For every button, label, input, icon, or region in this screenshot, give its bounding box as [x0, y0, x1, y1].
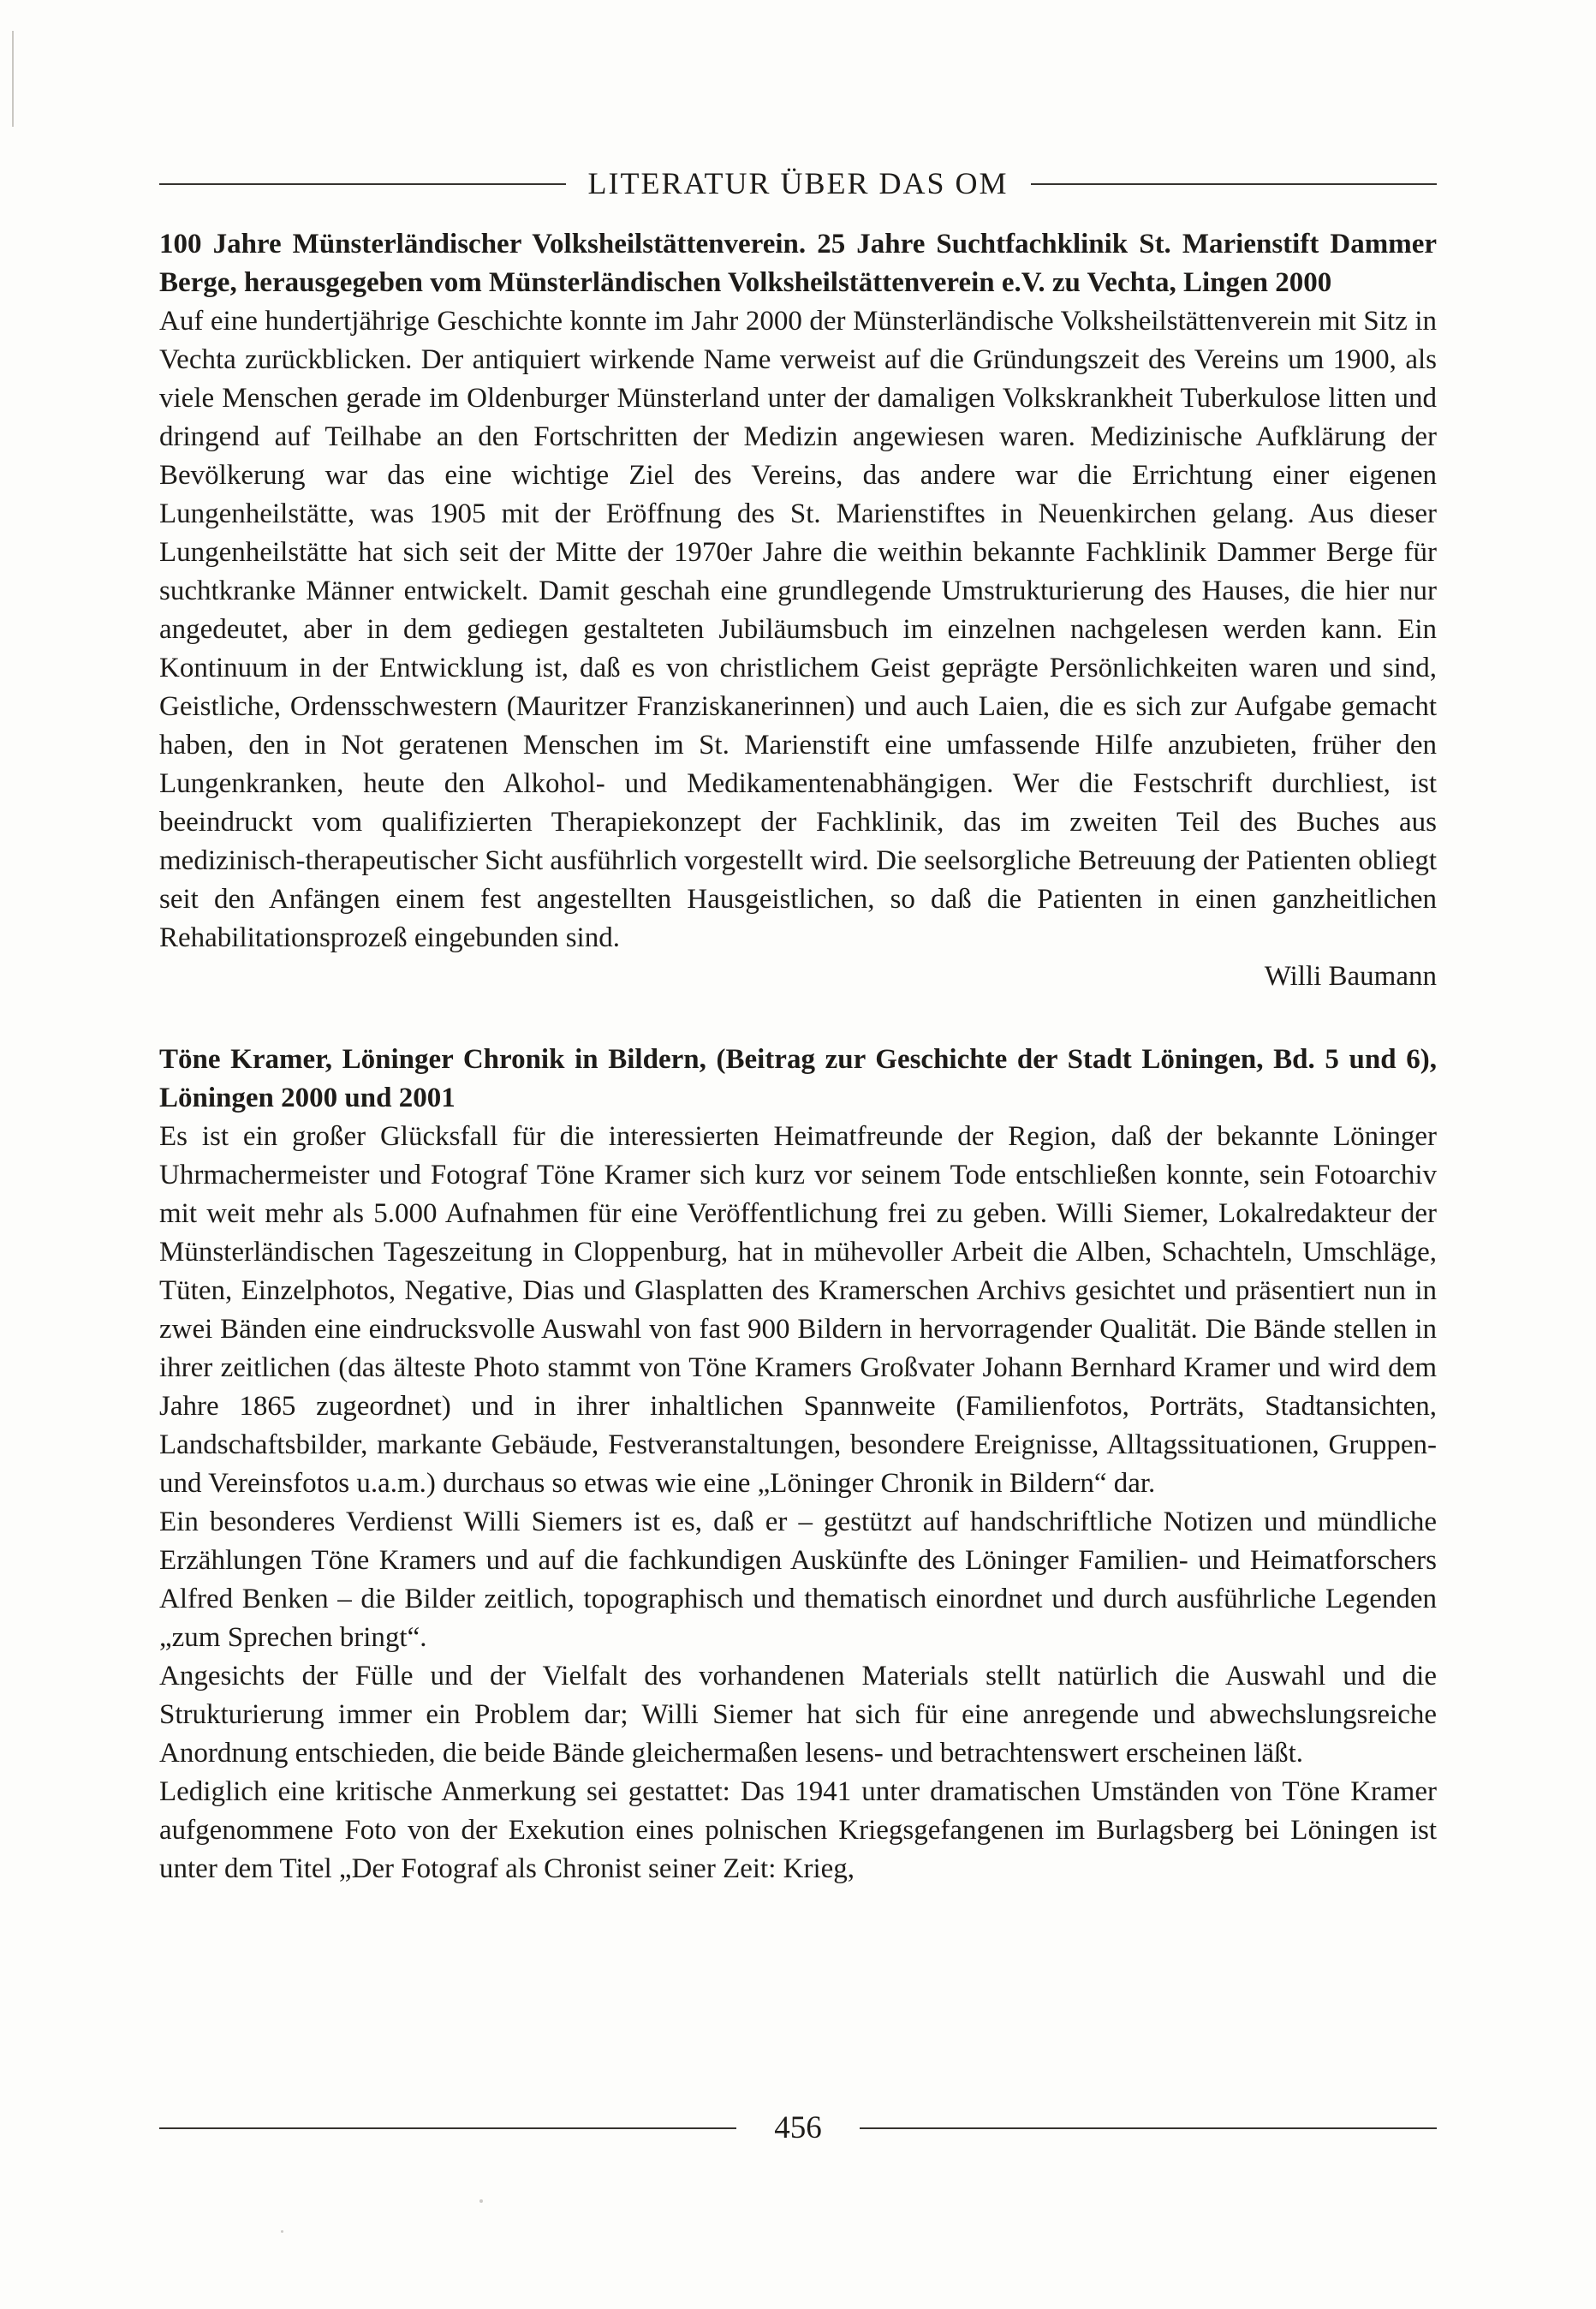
footer-rule-left: [159, 2127, 736, 2129]
reviewer-signature: Willi Baumann: [1264, 961, 1437, 992]
header-rule-left: [159, 183, 566, 185]
review-paragraph: Ein besonderes Verdienst Willi Siemers ist es, daß er – gestützt auf handschriftliche Notizen und mündliche Erzählungen Töne Kramers und auf die fachkundigen Auskünfte des Löninger Familien- und Heimatforschers Alfred Benken – die Bilder zeitlich, topographisch und thematisch einordnet und durch ausführliche Legenden „zum Sprechen bringt“.: [159, 1507, 1437, 1653]
scan-artifact-line: [12, 31, 14, 127]
section-title: LITERATUR ÜBER DAS OM: [587, 166, 1009, 200]
review-entry-volksheilstaettenverein: [159, 225, 1437, 996]
review-paragraph: Angesichts der Fülle und der Vielfalt des vorhandenen Materials stellt natürlich die Auswahl und die Strukturierung immer ein Problem dar; Willi Siemer hat sich für eine anregende und abwechslungsreiche Anordnung entschieden, die beide Bände gleichermaßen lesens- und betrachtenswert erscheinen läßt.: [159, 1661, 1437, 1769]
review-heading: Töne Kramer, Löninger Chronik in Bildern, (Beitrag zur Geschichte der Stadt Löningen, Bd. 5 und 6), Löningen 2000 und 2001: [159, 1044, 1437, 1113]
review-heading: 100 Jahre Münsterländischer Volksheilstättenverein. 25 Jahre Suchtfachklinik St. Marienstift Dammer Berge, herausgegeben vom Münsterländischen Volksheilstättenverein e.V. zu Vechta, Lingen 2000: [159, 229, 1437, 298]
header-rule-right: [1031, 183, 1438, 185]
page-footer: [159, 2109, 1437, 2148]
scan-speck: [479, 2199, 483, 2203]
scan-speck: [281, 2230, 283, 2233]
page-content: [159, 164, 1437, 1888]
review-paragraph: Es ist ein großer Glücksfall für die interessierten Heimatfreunde der Region, daß der bekannte Löninger Uhrmachermeister und Fotograf Töne Kramer sich kurz vor seinem Tode entschließen konnte, sein Fotoarchiv mit weit mehr als 5.000 Aufnahmen für eine Veröffentlichung frei zu geben. Willi Siemer, Lokalredakteur der Münsterländischen Tageszeitung in Cloppenburg, hat in mühevoller Arbeit die Alben, Schachteln, Umschläge, Tüten, Einzelphotos, Negative, Dias und Glasplatten des Kramerschen Archivs gesichtet und präsentiert nun in zwei Bänden eine eindrucksvolle Auswahl von fast 900 Bildern in hervorragender Qualität. Die Bände stellen in ihrer zeitlichen (das älteste Photo stammt von Töne Kramers Großvater Johann Bernhard Kramer und wird dem Jahre 1865 zugeordnet) und in ihrer inhaltlichen Spannweite (Familienfotos, Porträts, Stadtansichten, Landschaftsbilder, markante Gebäude, Festveranstaltungen, besondere Ereignisse, Alltagssituationen, Gruppen- und Vereinsfotos u.a.m.) durchaus so etwas wie eine „Löninger Chronik in Bildern“ dar.: [159, 1121, 1437, 1499]
page-number: 456: [774, 2110, 822, 2145]
review-entry-loeninger-chronik: [159, 1041, 1437, 1888]
review-paragraph: Auf eine hundertjährige Geschichte konnte im Jahr 2000 der Münsterländische Volksheilstättenverein mit Sitz in Vechta zurückblicken. Der antiquiert wirkende Name verweist auf die Gründungszeit des Vereins um 1900, als viele Menschen gerade im Oldenburger Münsterland unter der damaligen Volkskrankheit Tuberkulose litten und dringend auf Teilhabe an den Fortschritten der Medizin angewiesen waren. Medizinische Aufklärung der Bevölkerung war das eine wichtige Ziel des Vereins, das andere war die Errichtung einer eigenen Lungenheilstätte, was 1905 mit der Eröffnung des St. Marienstiftes in Neuenkirchen gelang. Aus dieser Lungenheilstätte hat sich seit der Mitte der 1970er Jahre die weithin bekannte Fachklinik Dammer Berge für suchtkranke Männer entwickelt. Damit geschah eine grundlegende Umstrukturierung des Hauses, die hier nur angedeutet, aber in dem gediegen gestalteten Jubiläumsbuch im einzelnen nachgelesen werden kann. Ein Kontinuum in der Entwicklung ist, daß es von christlichem Geist geprägte Persönlichkeiten waren und sind, Geistliche, Ordensschwestern (Mauritzer Franziskanerinnen) und auch Laien, die es sich zur Aufgabe gemacht haben, den in Not geratenen Menschen im St. Marienstift eine umfassende Hilfe anzubieten, früher den Lungenkranken, heute den Alkohol- und Medikamentenabhängigen. Wer die Festschrift durchliest, ist beeindruckt vom qualifizierten Therapiekonzept der Fachklinik, das im zweiten Teil des Buches aus medizinisch-therapeutischer Sicht ausführlich vorgestellt wird. Die seelsorgliche Betreuung der Patienten obliegt seit den Anfängen einem fest angestellten Hausgeistlichen, so daß die Patienten in einen ganzheitlichen Rehabilitationsprozeß eingebunden sind.: [159, 306, 1437, 953]
review-paragraph: Lediglich eine kritische Anmerkung sei gestattet: Das 1941 unter dramatischen Umständen von Töne Kramer aufgenommene Foto von der Exekution eines polnischen Kriegsgefangenen im Burlagsberg bei Löningen ist unter dem Titel „Der Fotograf als Chronist seiner Zeit: Krieg,: [159, 1776, 1437, 1884]
page-header: [159, 164, 1437, 203]
footer-rule-right: [860, 2127, 1437, 2129]
